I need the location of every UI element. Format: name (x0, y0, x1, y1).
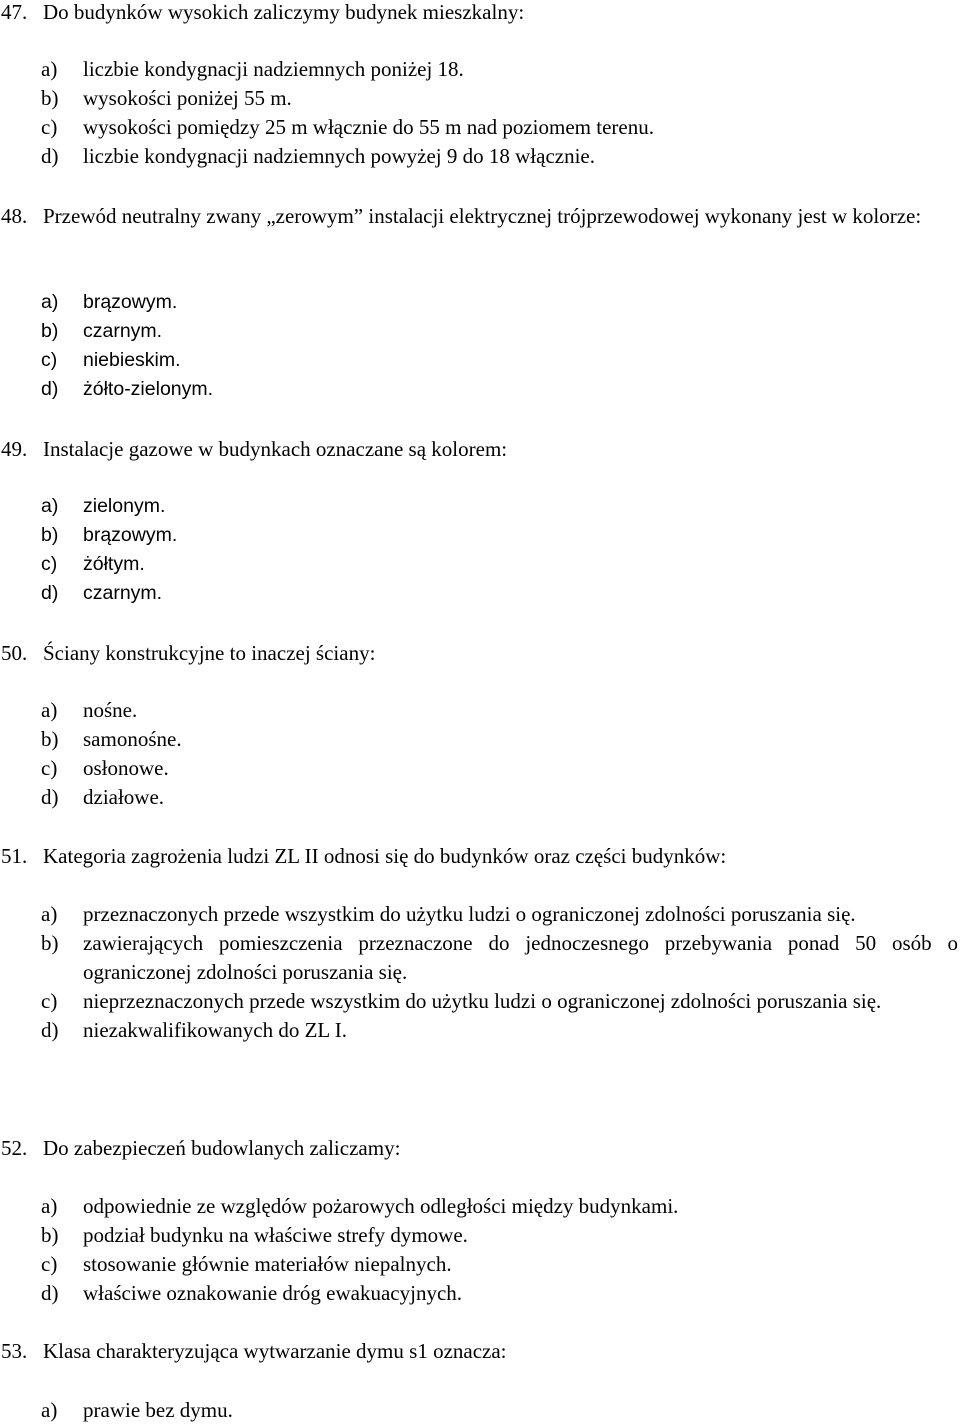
answer-text: wysokości pomiędzy 25 m włącznie do 55 m nad poziomem terenu. (83, 115, 654, 139)
answer-letter: a) (41, 57, 58, 81)
answer-text: przeznaczonych przede wszystkim do użytku ludzi o ograniczonej zdolności poruszania się. (83, 902, 856, 926)
answer-51-b (0, 929, 958, 987)
answer-letter: b) (41, 320, 59, 342)
answer-51-a (0, 900, 958, 929)
answer-letter: a) (41, 291, 59, 313)
question-47 (0, 0, 958, 27)
answer-50-b (0, 725, 958, 754)
answer-52-b (0, 1221, 958, 1250)
answer-text: brązowym. (83, 291, 178, 313)
answer-text: liczbie kondygnacji nadziemnych powyżej 9 do 18 włącznie. (83, 144, 595, 168)
answer-letter: a) (41, 495, 59, 517)
answer-letter: b) (41, 524, 59, 546)
answer-52-a (0, 1192, 958, 1221)
answer-47-d (0, 142, 958, 171)
answer-text: nieprzeznaczonych przede wszystkim do użytku ludzi o ograniczonej zdolności poruszania się. (83, 989, 882, 1013)
answer-list-52 (0, 1192, 958, 1308)
answer-letter: d) (41, 378, 59, 400)
answer-51-d (0, 1016, 958, 1045)
answer-text: samonośne. (83, 727, 182, 751)
answer-48-d (0, 375, 958, 404)
answer-text: prawie bez dymu. (83, 1398, 233, 1422)
question-50 (0, 639, 958, 668)
answer-text: niezakwalifikowanych do ZL I. (83, 1018, 347, 1042)
answer-text: żółto-zielonym. (83, 378, 214, 400)
answer-letter: a) (41, 902, 58, 926)
answer-text: nośne. (83, 698, 138, 722)
question-number: 51. (1, 844, 28, 868)
answer-50-a (0, 696, 958, 725)
answer-text: czarnym. (83, 320, 163, 342)
answer-47-c (0, 113, 958, 142)
answer-47-b (0, 84, 958, 113)
answer-48-b (0, 317, 958, 346)
question-text: Instalacje gazowe w budynkach oznaczane są kolorem: (43, 437, 508, 461)
question-text: Do zabezpieczeń budowlanych zaliczamy: (43, 1136, 401, 1160)
answer-letter: c) (41, 115, 58, 139)
question-text: Kategoria zagrożenia ludzi ZL II odnosi się do budynków oraz części budynków: (43, 844, 727, 868)
answer-52-c (0, 1250, 958, 1279)
question-text: Klasa charakteryzująca wytwarzanie dymu s1 oznacza: (43, 1339, 507, 1363)
answer-letter: a) (41, 1398, 58, 1422)
answer-50-c (0, 754, 958, 783)
answer-49-c (0, 550, 958, 579)
answer-list-53 (0, 1396, 958, 1425)
answer-text: odpowiednie ze względów pożarowych odległości między budynkami. (83, 1194, 679, 1218)
answer-text: niebieskim. (83, 349, 181, 371)
question-51 (0, 842, 958, 871)
answer-text: działowe. (83, 785, 165, 809)
answer-letter: c) (41, 553, 58, 575)
answer-49-b (0, 521, 958, 550)
question-number: 49. (1, 437, 28, 461)
answer-text: zawierających pomieszczenia przeznaczone do jednoczesnego przebywania ponad 50 osób o ograniczonej zdolności poruszania się. (83, 931, 958, 984)
answer-list-48 (0, 288, 958, 404)
answer-47-a (0, 55, 958, 84)
answer-text: podział budynku na właściwe strefy dymowe. (83, 1223, 468, 1247)
answer-49-a (0, 492, 958, 521)
answer-48-a (0, 288, 958, 317)
answer-list-49 (0, 492, 958, 608)
question-52 (0, 1134, 958, 1163)
question-49 (0, 435, 958, 464)
answer-52-d (0, 1279, 958, 1308)
answer-text: liczbie kondygnacji nadziemnych poniżej 18. (83, 57, 464, 81)
answer-text: żółtym. (83, 553, 145, 575)
question-number: 50. (1, 641, 28, 665)
answer-letter: d) (41, 785, 59, 809)
answer-text: właściwe oznakowanie dróg ewakuacyjnych. (83, 1281, 463, 1305)
answer-letter: b) (41, 86, 59, 110)
question-number: 52. (1, 1136, 28, 1160)
answer-text: stosowanie głównie materiałów niepalnych. (83, 1252, 452, 1276)
answer-letter: b) (41, 931, 59, 955)
answer-text: wysokości poniżej 55 m. (83, 86, 292, 110)
answer-53-a (0, 1396, 958, 1425)
answer-list-50 (0, 696, 958, 812)
answer-49-d (0, 579, 958, 608)
answer-letter: c) (41, 989, 58, 1013)
answer-text: brązowym. (83, 524, 178, 546)
answer-letter: b) (41, 727, 59, 751)
answer-list-51 (0, 900, 958, 1045)
question-number: 48. (1, 204, 28, 228)
question-text: Przewód neutralny zwany „zerowym” instalacji elektrycznej trójprzewodowej wykonany jest w kolorze: (43, 204, 922, 228)
answer-text: osłonowe. (83, 756, 169, 780)
answer-letter: c) (41, 756, 58, 780)
answer-list-47 (0, 55, 958, 171)
answer-letter: c) (41, 1252, 58, 1276)
answer-letter: a) (41, 1194, 58, 1218)
answer-text: czarnym. (83, 582, 163, 604)
answer-letter: d) (41, 1281, 59, 1305)
question-53 (0, 1337, 958, 1366)
question-number: 53. (1, 1339, 28, 1363)
answer-letter: a) (41, 698, 58, 722)
answer-50-d (0, 783, 958, 812)
question-48 (0, 202, 958, 231)
answer-letter: d) (41, 1018, 59, 1042)
answer-letter: b) (41, 1223, 59, 1247)
answer-letter: d) (41, 582, 59, 604)
answer-letter: d) (41, 144, 59, 168)
question-text: Ściany konstrukcyjne to inaczej ściany: (43, 641, 376, 665)
answer-48-c (0, 346, 958, 375)
question-number: 47. (1, 0, 28, 24)
answer-letter: c) (41, 349, 58, 371)
answer-51-c (0, 987, 958, 1016)
answer-text: zielonym. (83, 495, 166, 517)
question-text: Do budynków wysokich zaliczymy budynek mieszkalny: (43, 0, 525, 24)
